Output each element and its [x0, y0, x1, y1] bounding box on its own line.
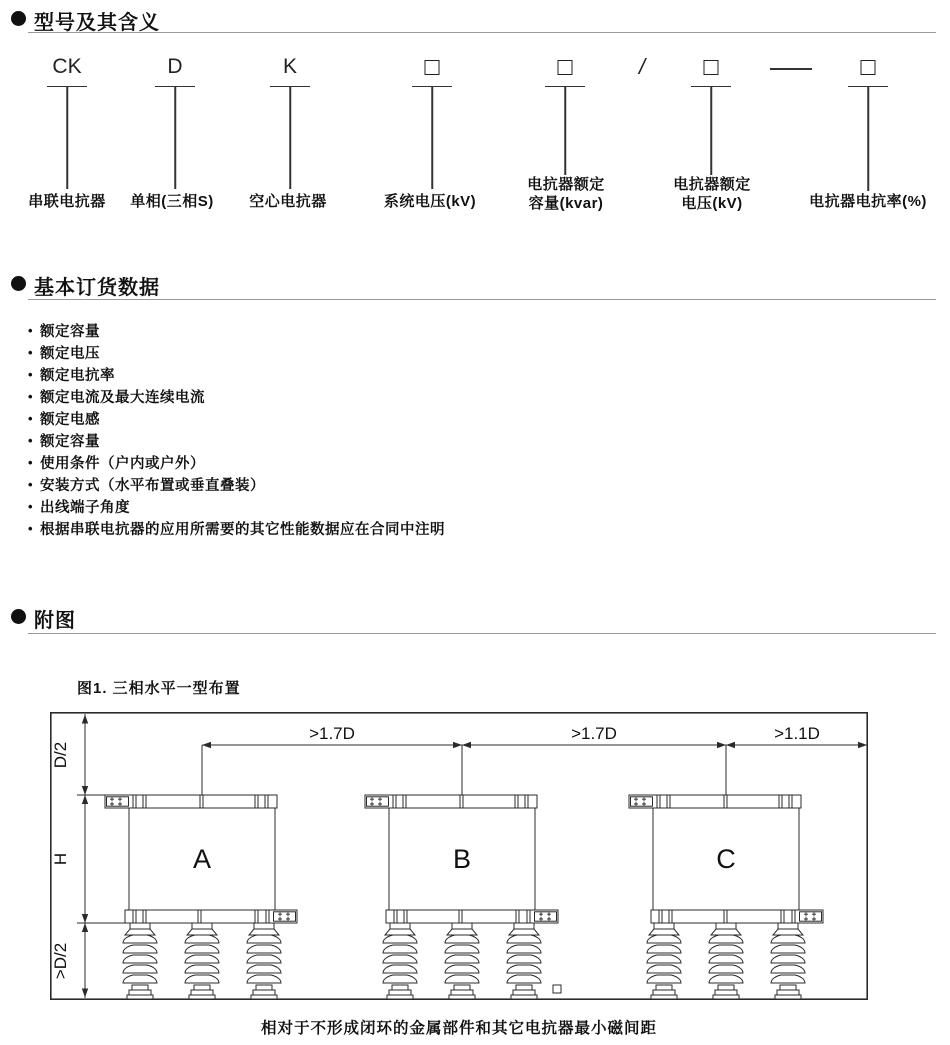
bullet-icon: • [28, 476, 34, 492]
bullet-icon: • [28, 454, 34, 470]
section-rule [28, 299, 936, 300]
model-placeholder-box [558, 60, 573, 75]
model-label: 空心电抗器 [249, 193, 327, 210]
figure-caption: 图1. 三相水平一型布置 [77, 680, 241, 697]
reactor-c [629, 795, 823, 999]
list-item-text: 额定容量 [40, 433, 100, 450]
model-separator-slash: / [638, 54, 646, 79]
model-vline [867, 87, 869, 191]
list-item [28, 341, 445, 363]
model-vline [66, 87, 68, 189]
model-placeholder-box [425, 60, 440, 75]
model-separator-dash [770, 68, 812, 70]
section-title-figure: 附图 [34, 610, 76, 632]
dimension-lines-top [202, 745, 868, 795]
section-bullet-icon [11, 609, 26, 624]
figure-note: 相对于不形成闭环的金属部件和其它电抗器最小磁间距 [260, 1020, 657, 1037]
list-item [28, 495, 445, 517]
dim-label-gd2: >D/2 [51, 942, 70, 980]
model-vline [564, 87, 566, 175]
model-placeholder-box [861, 60, 876, 75]
model-label: 串联电抗器 [28, 193, 106, 210]
list-item-text: 出线端子角度 [40, 499, 130, 516]
reactor-label-a: A [192, 844, 212, 874]
reactor-label-b: B [452, 844, 472, 874]
bullet-icon: • [28, 388, 34, 404]
list-item-text: 额定电抗率 [40, 367, 115, 384]
model-label: 电压(kV) [681, 195, 743, 212]
list-item-text: 安装方式（水平布置或垂直叠装） [40, 477, 265, 494]
list-item [28, 473, 445, 495]
model-symbol-k: K [282, 55, 298, 78]
model-symbol-ck: CK [52, 55, 82, 78]
model-label: 电抗器额定 [527, 176, 605, 193]
model-label: 单相(三相S) [130, 193, 214, 210]
model-symbol-d: D [167, 55, 183, 78]
model-label: 电抗器电抗率(%) [809, 193, 927, 210]
model-label: 容量(kvar) [528, 195, 604, 212]
section-title-model: 型号及其含义 [34, 12, 160, 34]
list-item [28, 385, 445, 407]
list-item [28, 451, 445, 473]
section-title-ordering: 基本订货数据 [34, 277, 160, 299]
section-rule [28, 32, 936, 33]
dim-label-span1: >1.7D [309, 724, 355, 743]
reactor-b [365, 795, 558, 999]
dimension-lines-left [77, 714, 126, 998]
section-bullet-icon [11, 276, 26, 291]
reactor-label-c: C [716, 844, 736, 874]
model-vline [289, 87, 291, 189]
dim-label-d2: D/2 [51, 741, 70, 769]
small-square-marker [553, 985, 561, 993]
model-vline [710, 87, 712, 175]
figure1-diagram [50, 712, 868, 1000]
bullet-icon: • [28, 520, 34, 536]
model-label: 电抗器额定 [673, 176, 751, 193]
bullet-icon: • [28, 322, 34, 338]
list-item-text: 额定电流及最大连续电流 [40, 389, 205, 406]
dim-label-h: H [51, 852, 70, 866]
list-item-text: 额定电压 [40, 345, 100, 362]
model-vline [431, 87, 433, 189]
list-item [28, 407, 445, 429]
list-item-text: 根据串联电抗器的应用所需要的其它性能数据应在合同中注明 [40, 521, 445, 538]
model-vline [174, 87, 176, 189]
bullet-icon: • [28, 366, 34, 382]
dim-label-span2: >1.7D [571, 724, 617, 743]
reactor-a [105, 795, 297, 999]
list-item-text: 使用条件（户内或户外） [40, 455, 205, 472]
dim-label-span3: >1.1D [774, 724, 820, 743]
list-item-text: 额定容量 [40, 323, 100, 340]
ordering-list [28, 319, 445, 539]
list-item [28, 319, 445, 341]
bullet-icon: • [28, 410, 34, 426]
list-item-text: 额定电感 [40, 411, 100, 428]
list-item [28, 429, 445, 451]
model-placeholder-box [704, 60, 719, 75]
bullet-icon: • [28, 344, 34, 360]
list-item [28, 517, 445, 539]
bullet-icon: • [28, 498, 34, 514]
section-bullet-icon [11, 11, 26, 26]
model-label: 系统电压(kV) [383, 193, 477, 210]
section-rule [28, 633, 936, 634]
bullet-icon: • [28, 432, 34, 448]
list-item [28, 363, 445, 385]
